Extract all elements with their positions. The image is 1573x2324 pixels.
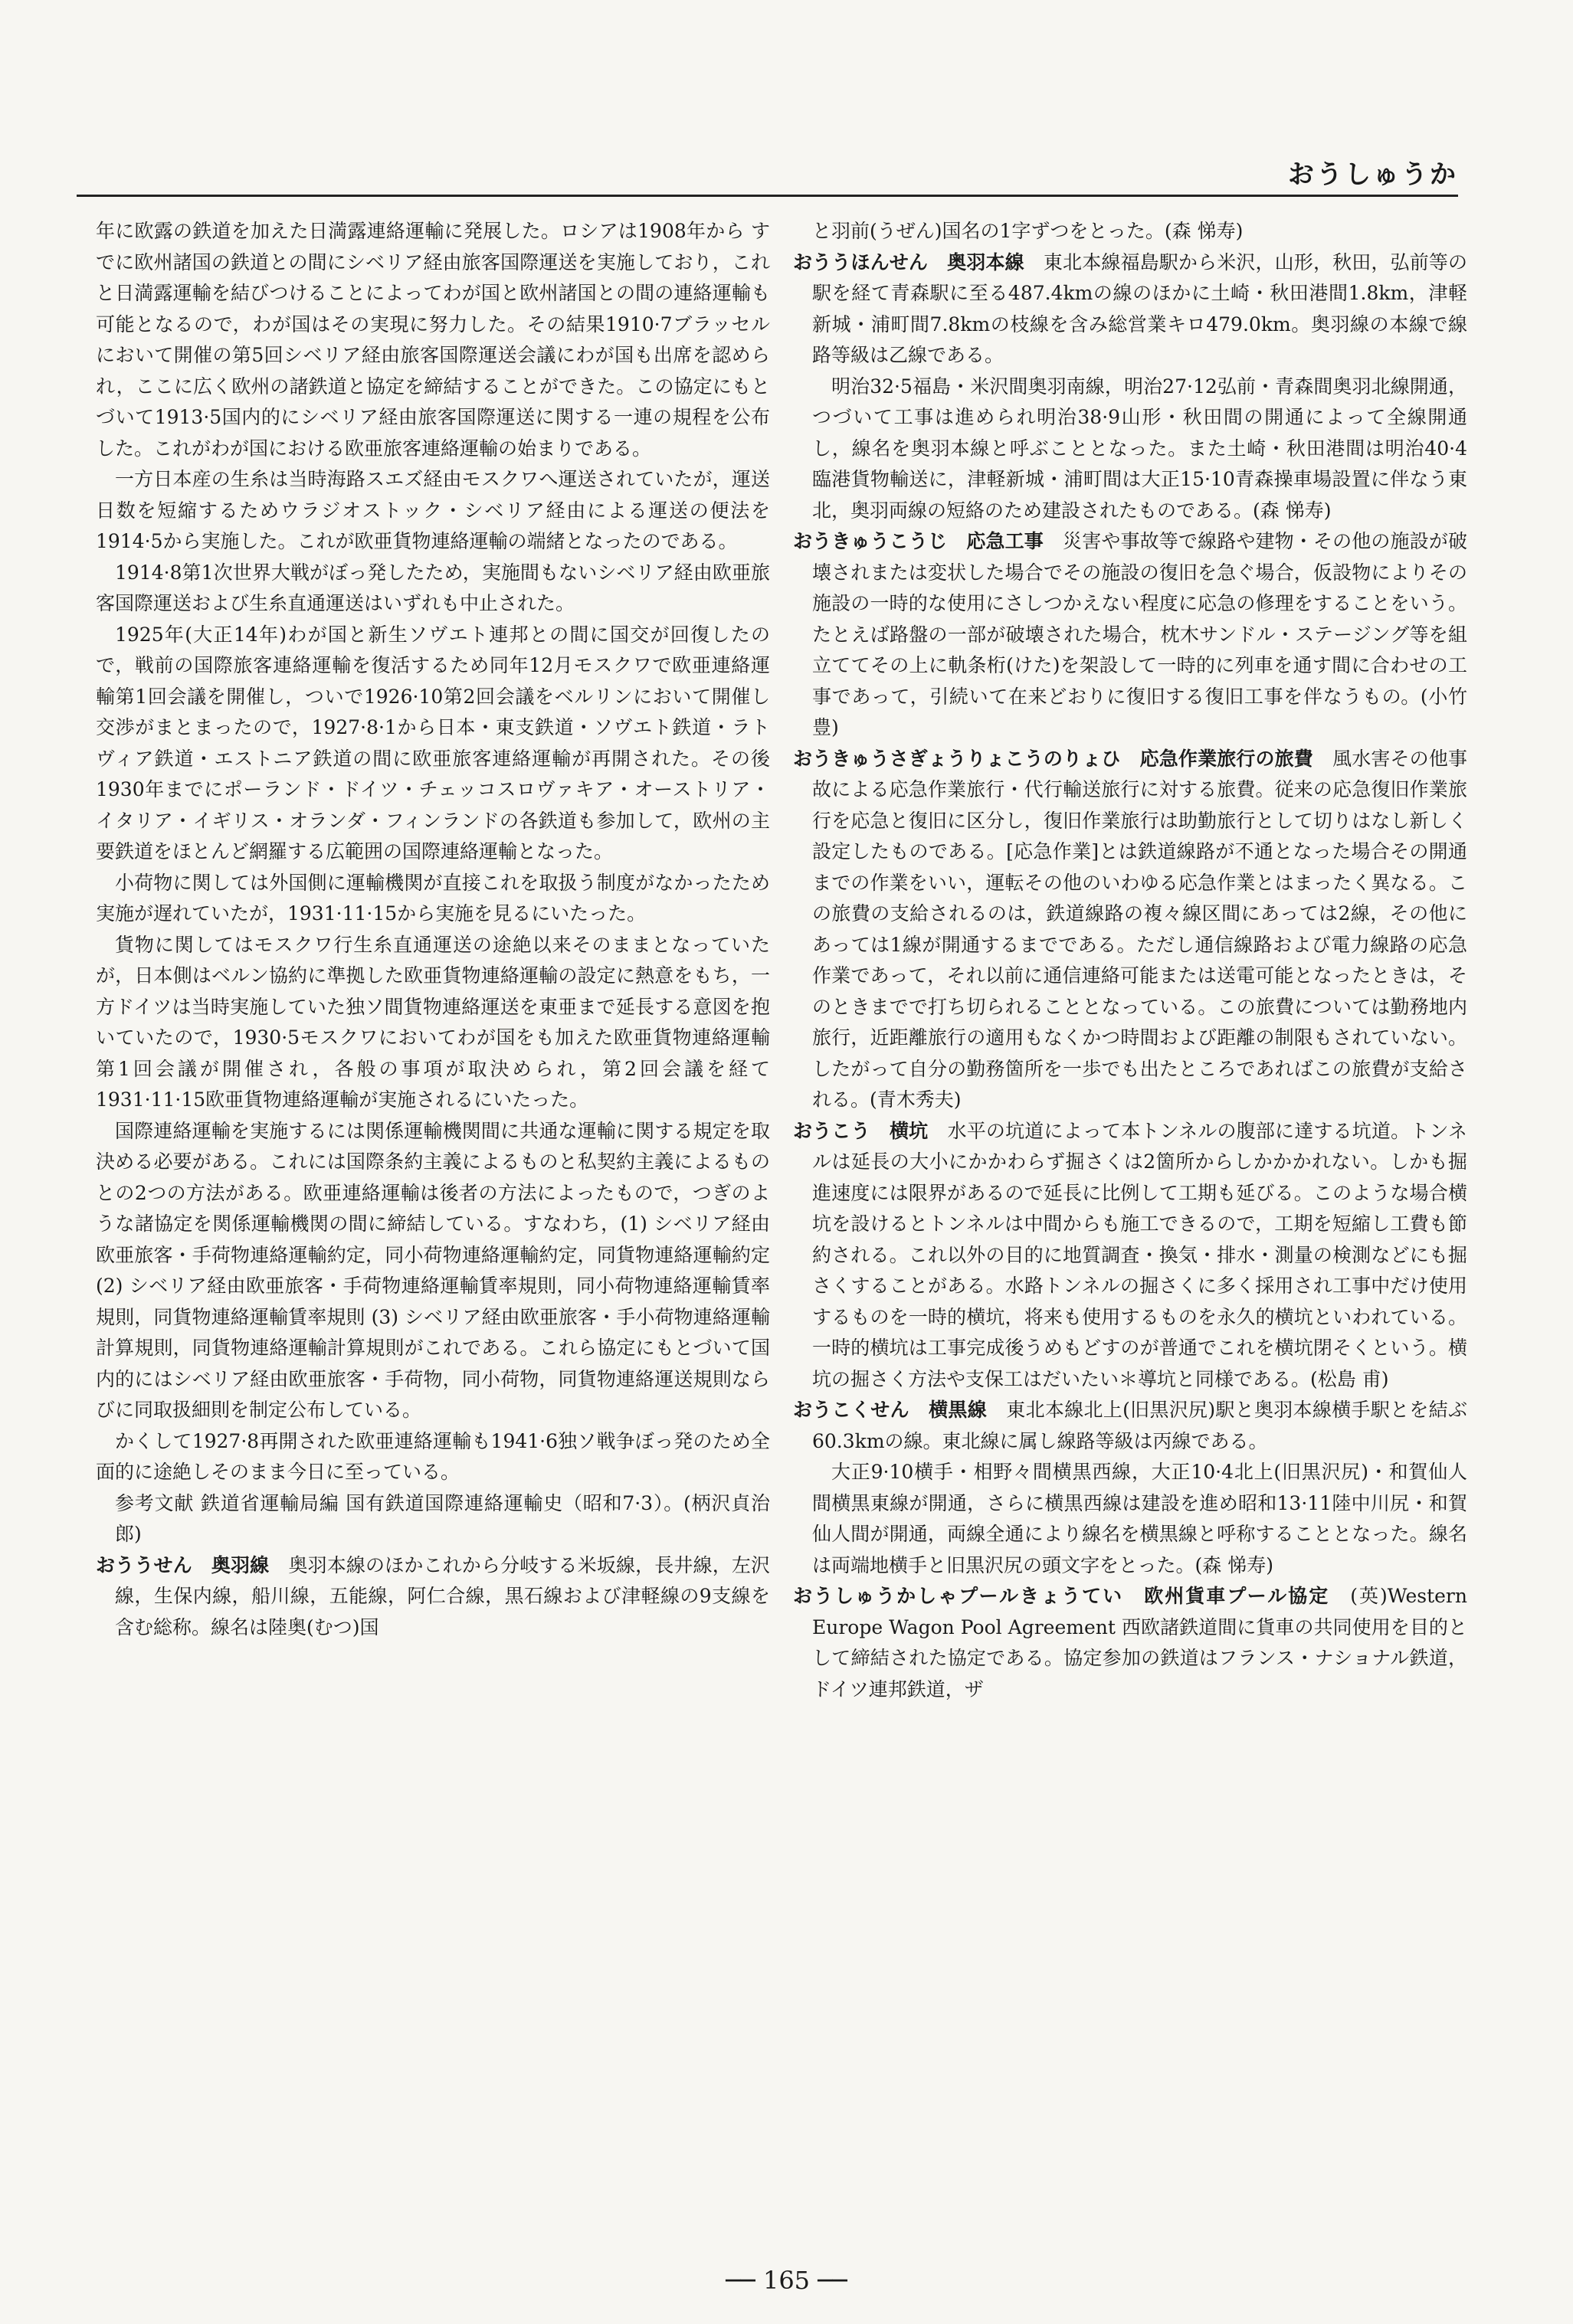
paragraph: 1914·8第1次世界大戦がぼっ発したため，実施間もないシベリア経由欧亜旅客国際運送および生糸直通運送はいずれも中止された。 — [96, 561, 770, 614]
paragraph: と羽前(うぜん)国名の1字ずつをとった。(森 悌寿) — [812, 220, 1244, 242]
paragraph: 国際連絡運輸を実施するには関係運輸機関間に共通な運輸に関する規定を取決める必要がある。これには国際条約主義によるものと私契約主義によるものとの2つの方法がある。欧亜連絡運輸は後者の方法によったもので，つぎのような諸協定を関係運輸機関の間に締結している。すなわち，(1) シベリア経由欧亜旅客・手荷物連絡運輸約定，同小荷物連絡運輸約定，同貨物連絡運輸約定 (2) シベリア経由欧亜旅客・手荷物連絡運輸賃率規則，同小荷物連絡運輸賃率規則，同貨物連絡運輸賃率規則 (3) シベリア経由欧亜旅客・手小荷物連絡運輸計算規則，同貨物連絡運輸計算規則がこれである。これら協定にもとづいて国内的にはシベリア経由欧亜旅客・手荷物，同小荷物，同貨物連絡運送規則ならびに同取扱細則を制定公布している。 — [96, 1119, 770, 1421]
running-head: おうしゅうか — [1288, 159, 1458, 190]
entry-headword: おうしゅうかしゃプールきょうてい 欧州貨車プール協定 — [793, 1585, 1330, 1607]
dictionary-entry — [793, 744, 1467, 1116]
entry-headword: おうきゅうこうじ 応急工事 — [793, 530, 1044, 552]
dictionary-entry — [793, 247, 1467, 372]
paragraph: 貨物に関してはモスクワ行生糸直通運送の途絶以来そのままとなっていたが，日本側はベルン協約に準拠した欧亜貨物連絡運輸の設定に熱意をもち，一方ドイツは当時実施していた独ソ間貨物連絡運送を東亜まで延長する意図を抱いていたので，1930·5モスクワにおいてわが国をも加えた欧亜貨物連絡運輸第1回会議が開催され，各般の事項が取決められ，第2回会議を経て1931·11·15欧亜貨物連絡運輸が実施されるにいたった。 — [96, 933, 770, 1111]
entry-body: (英)Western Europe Wagon Pool Agreement 西欧諸鉄道間に貨車の共同使用を目的として締結された協定である。協定参加の鉄道はフランス・ナショナル鉄道，ドイツ連邦鉄道，ザ — [812, 1585, 1467, 1700]
right-column — [793, 216, 1467, 1705]
entry-body: 奥羽本線のほかこれから分岐する米坂線，長井線，左沢線，生保内線，船川線，五能線，阿仁合線，黒石線および津軽線の9支線を含む総称。線名は陸奥(むつ)国 — [115, 1553, 770, 1638]
entry-headword: おうこくせん 横黒線 — [793, 1399, 987, 1421]
paragraph: 小荷物に関しては外国側に運輸機関が直接これを取扱う制度がなかったため実施が遅れていたが，1931·11·15から実施を見るにいたった。 — [96, 871, 770, 925]
entry-body: 災害や事故等で線路や建物・その他の施設が破壊されまたは変状した場合でその施設の復旧を急ぐ場合，仮設物によりその施設の一時的な使用にさしつかえない程度に応急の修理をすることをいう。たとえば路盤の一部が破壊された場合，枕木サンドル・ステージング等を組立ててその上に軌条桁(けた)を架設して一時的に列車を通す間に合わせの工事であって，引続いて在来どおりに復旧する復旧工事を伴なうもの。(小竹 豊) — [812, 530, 1467, 738]
paragraph: かくして1927·8再開された欧亜連絡運輸も1941·6独ソ戦争ぼっ発のため全面的に途絶しそのまま今日に至っている。 — [96, 1429, 770, 1483]
entry-body: 風水害その他事故による応急作業旅行・代行輸送旅行に対する旅費。従来の応急復旧作業旅行を応急と復旧に区分し，復旧作業旅行は助勤旅行として切りはなし新しく設定したものである。[応急作業]とは鉄道線路が不通となった場合その開通までの作業をいい，運転その他のいわゆる応急作業とはまったく異なる。この旅費の支給されるのは，鉄道線路の複々線区間にあっては2線，その他にあっては1線が開通するまでである。ただし通信線路および電力線路の応急作業であって，それ以前に通信連絡可能または送電可能となったときは，そのときまでで打ち切られることとなっている。この旅費については勤務地内旅行，近距離旅行の適用もなくかつ時間および距離の制限もされていない。したがって自分の勤務箇所を一歩でも出たところであればこの旅費が支給される。(青木秀夫) — [812, 747, 1467, 1111]
paragraph: 大正9·10横手・相野々間横黒西線，大正10·4北上(旧黒沢尻)・和賀仙人間横黒東線が開通，さらに横黒西線は建設を進め昭和13·11陸中川尻・和賀仙人間が開通，両線全通により線名を横黒線と呼称することとなった。線名は両端地横手と旧黒沢尻の頭文字をとった。(森 悌寿) — [812, 1461, 1467, 1576]
dictionary-entry — [793, 526, 1467, 744]
entry-headword: おうきゅうさぎょうりょこうのりょひ 応急作業旅行の旅費 — [793, 747, 1313, 770]
header-rule — [77, 195, 1458, 197]
paragraph: 1925年(大正14年)わが国と新生ソヴエト連邦との間に国交が回復したので，戦前の国際旅客連絡運輸を復活するため同年12月モスクワで欧亜連絡運輸第1回会議を開催し，ついで1926·10第2回会議をベルリンにおいて開催し交渉がまとまったので，1927·8·1から日本・東支鉄道・ソヴエト鉄道・ラトヴィア鉄道・エストニア鉄道の間に欧亜旅客連絡運輸が再開された。その後1930年までにポーランド・ドイツ・チェッコスロヴァキア・オーストリア・イタリア・イギリス・オランダ・フィンランドの各鉄道も参加して，欧州の主要鉄道をほとんど網羅する広範囲の国際連絡運輸となった。 — [96, 623, 770, 862]
left-column — [96, 216, 770, 1643]
page-number: ── 165 ── — [726, 2266, 847, 2295]
entry-body: 東北本線北上(旧黒沢尻)駅と奥羽本線横手駅とを結ぶ60.3kmの線。東北線に属し線路等級は丙線である。 — [812, 1399, 1467, 1452]
paragraph: 年に欧露の鉄道を加えた日満露連絡運輸に発展した。ロシアは1908年から すでに欧州諸国の鉄道との間にシベリア経由旅客国際運送を実施しており，これと日満露運輸を結びつけることによってわが国と欧州諸国との間の連絡運輸も可能となるので，わが国はその実現に努力した。その結果1910·7ブラッセルにおいて開催の第5回シベリア経由旅客国際運送会議にわが国も出席を認められ，ここに広く欧州の諸鉄道と協定を締結することができた。この協定にもとづいて1913·5国内的にシベリア経由旅客国際運送に関する一連の規程を公布した。これがわが国における欧亜旅客連絡運輸の始まりである。 — [96, 220, 770, 460]
dictionary-entry — [793, 1116, 1467, 1396]
entry-body: 東北本線福島駅から米沢，山形，秋田，弘前等の駅を経て青森駅に至る487.4kmの線のほかに土崎・秋田港間1.8km，津軽新城・浦町間7.8kmの枝線を含み総営業キロ479.0km。奥羽線の本線で線路等級は乙線である。 — [812, 250, 1467, 366]
entry-headword: おうこう 横坑 — [793, 1119, 929, 1142]
reference-note: 参考文献 鉄道省運輸局編 国有鉄道国際連絡運輸史（昭和7·3）。(柄沢貞治郎) — [115, 1491, 770, 1545]
paragraph: 一方日本産の生糸は当時海路スエズ経由モスクワへ運送されていたが，運送日数を短縮するためウラジオストック・シベリア経由による運送の便法を1914·5から実施した。これが欧亜貨物連絡運輸の端緒となったのである。 — [96, 468, 770, 552]
dictionary-entry — [793, 1395, 1467, 1457]
paragraph: 明治32·5福島・米沢間奥羽南線，明治27·12弘前・青森間奥羽北線開通，つづいて工事は進められ明治38·9山形・秋田間の開通によって全線開通し，線名を奥羽本線と呼ぶこととなった。また土崎・秋田港間は明治40·4臨港貨物輸送に，津軽新城・浦町間は大正15·10青森操車場設置に伴なう東北，奥羽両線の短絡のため建設されたものである。(森 悌寿) — [812, 375, 1467, 522]
dictionary-entry — [793, 1581, 1467, 1705]
dictionary-entry — [96, 1550, 770, 1644]
entry-headword: おううせん 奥羽線 — [96, 1553, 270, 1576]
entry-body: 水平の坑道によって本トンネルの腹部に達する坑道。トンネルは延長の大小にかかわらず掘さくは2箇所からしかかかれない。しかも掘進速度には限界があるので延長に比例して工期も延びる。このような場合横坑を設けるとトンネルは中間からも施工できるので，工期を短縮し工費も節約される。これ以外の目的に地質調査・換気・排水・測量の検測などにも掘さくすることがある。水路トンネルの掘さくに多く採用され工事中だけ使用するものを一時的横坑，将来も使用するものを永久的横坑といわれている。一時的横坑は工事完成後うめもどすのが普通でこれを横坑閉そくという。横坑の掘さく方法や支保工はだいたい＊導坑と同様である。(松島 甫) — [812, 1119, 1467, 1390]
entry-headword: おううほんせん 奥羽本線 — [793, 250, 1024, 273]
